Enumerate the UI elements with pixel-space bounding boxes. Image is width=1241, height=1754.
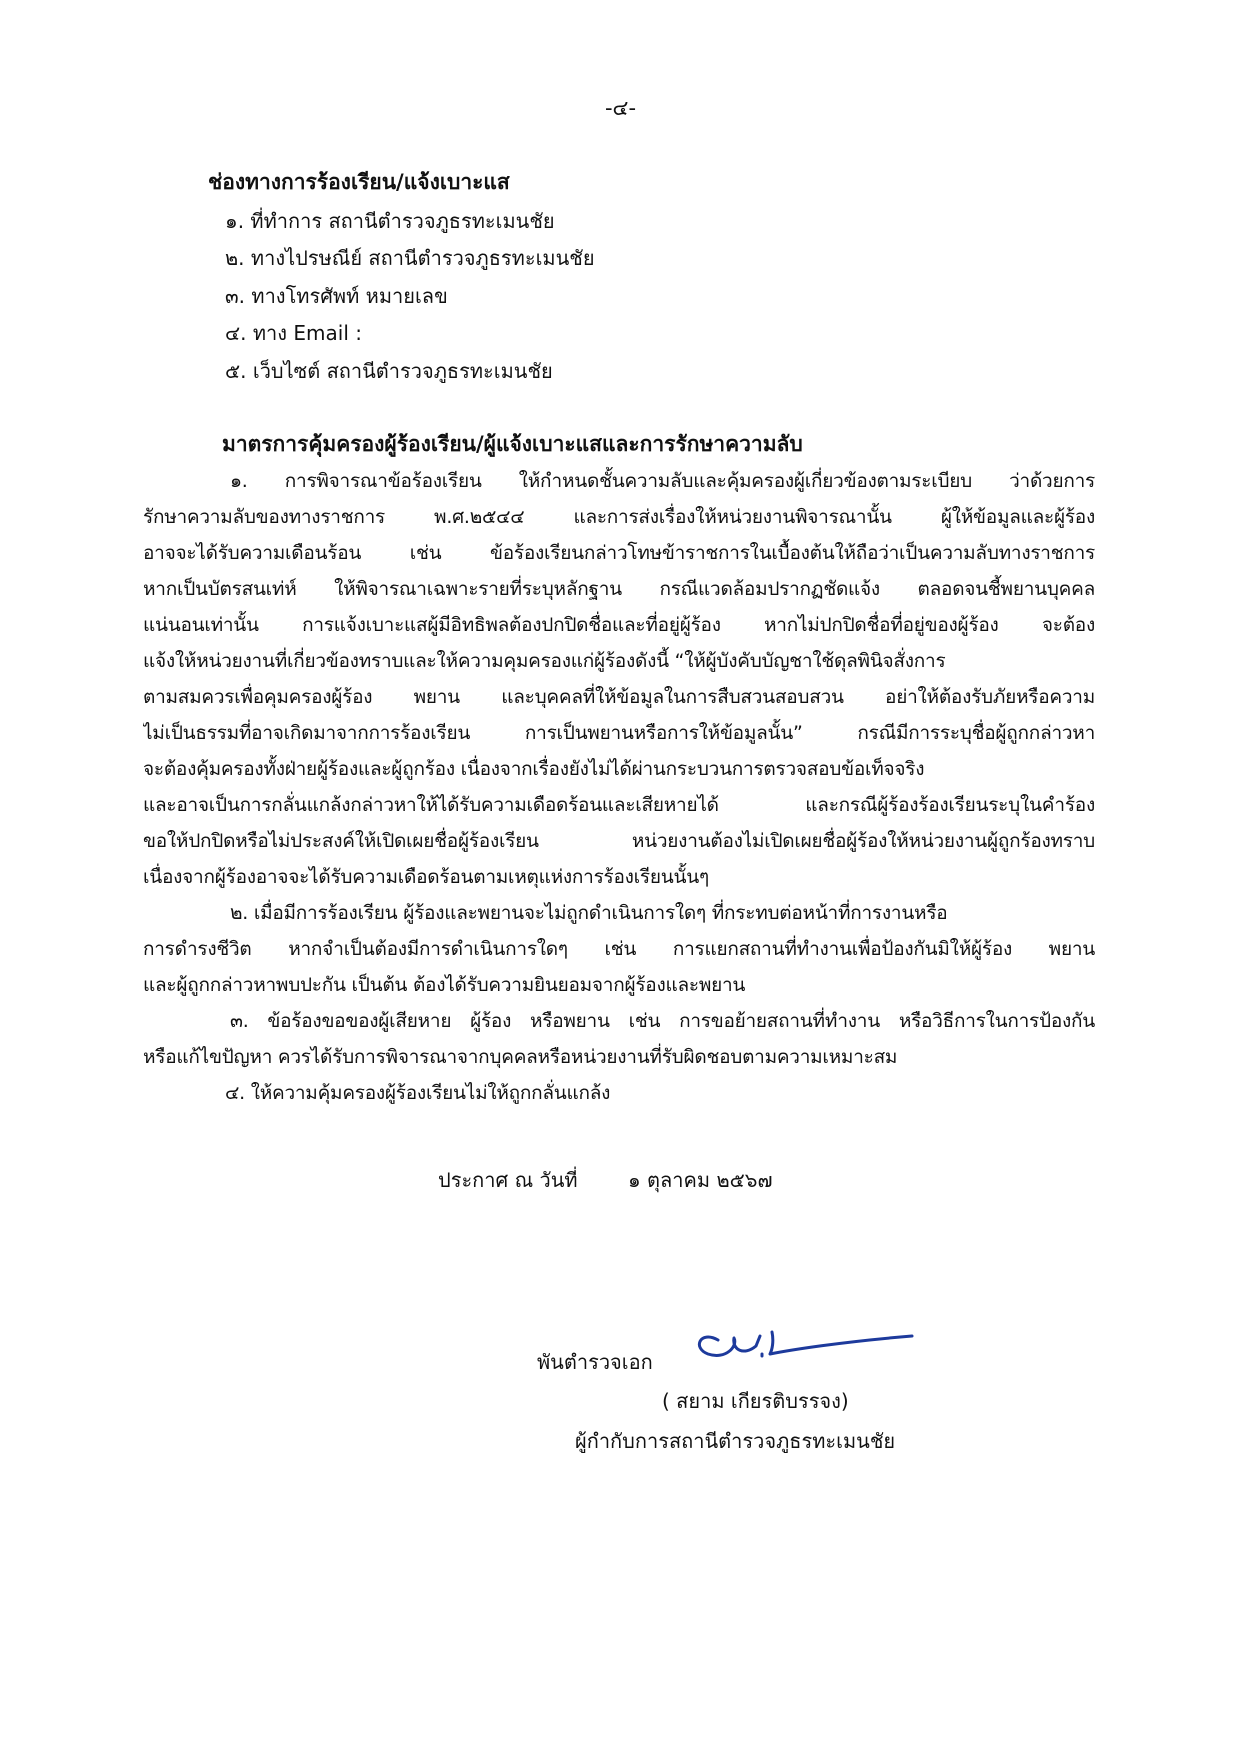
measure-3-line-2: หรือแก้ไขปัญหา ควรได้รับการพิจารณาจากบุคคลหรือหน่วยงานที่รับผิดชอบตามความเหมาะสม [143,1046,898,1068]
signatory-position: ผู้กำกับการสถานีตำรวจภูธรทะเมนชัย [575,1429,896,1453]
measure-1-line-1: ๑. การพิจารณาข้อร้องเรียน ให้กำหนดชั้นความลับและคุ้มครองผู้เกี่ยวข้องตามระเบียบ ว่าด้วยการ [230,470,1095,492]
channel-item-2: ๒. ทางไปรษณีย์ สถานีตำรวจภูธรทะเมนชัย [225,246,595,270]
channels-heading: ช่องทางการร้องเรียน/แจ้งเบาะแส [208,170,510,194]
measure-1-line-11: ขอให้ปกปิดหรือไม่ประสงค์ให้เปิดเผยชื่อผู้ร้องเรียน หน่วยงานต้องไม่เปิดเผยชื่อผู้ร้องให้หน่วยงานผู้ถูกร้องทราบ [143,830,1095,852]
measure-1-line-7: ตามสมควรเพื่อคุมครองผู้ร้อง พยาน และบุคคลที่ให้ข้อมูลในการสืบสวนสอบสวน อย่าให้ต้องรับภัยหรือความ [143,686,1095,708]
announcement-text: ประกาศ ณ วันที่ [438,1168,578,1192]
measure-2-line-3: และผู้ถูกกล่าวหาพบปะกัน เป็นต้น ต้องได้รับความยินยอมจากผู้ร้องและพยาน [143,974,746,996]
measure-1-line-5: แน่นอนเท่านั้น การแจ้งเบาะแสผู้มีอิทธิพลต้องปกปิดชื่อและที่อยู่ผู้ร้อง หากไม่ปกปิดชื่อที่อยู่ของผู้ร้อง จะต้อง [143,614,1095,636]
measure-1-line-6: แจ้งให้หน่วยงานที่เกี่ยวข้องทราบและให้ความคุมครองแก่ผู้ร้องดังนี้ “ให้ผู้บังคับบัญชาใช้ดุลพินิจสั่งการ [143,650,946,672]
measure-1-line-3: อาจจะได้รับความเดือนร้อน เช่น ข้อร้องเรียนกล่าวโทษข้าราชการในเบื้องต้นให้ถือว่าเป็นความลับทางราชการ [143,542,1095,564]
channel-item-4: ๔. ทาง Email : [225,321,362,345]
measure-1-line-12: เนื่องจากผู้ร้องอาจจะได้รับความเดือดร้อนตามเหตุแห่งการร้องเรียนนั้นๆ [143,866,709,888]
signatory-rank: พันตำรวจเอก [537,1350,653,1374]
channel-item-3: ๓. ทางโทรศัพท์ หมายเลข [225,284,448,308]
measure-3-line-1: ๓. ข้อร้องขอของผู้เสียหาย ผู้ร้อง หรือพยาน เช่น การขอย้ายสถานที่ทำงาน หรือวิธีการในการป้องกัน [230,1010,1095,1032]
measure-1-line-2: รักษาความลับของทางราชการ พ.ศ.๒๕๔๔ และการส่งเรื่องให้หน่วยงานพิจารณานั้น ผู้ให้ข้อมูลและผู้ร้อง [143,506,1095,528]
measure-2-line-2: การดำรงชีวิต หากจำเป็นต้องมีการดำเนินการใดๆ เช่น การแยกสถานที่ทำงานเพื่อป้องกันมิให้ผู้ร้อง พยาน [143,938,1095,960]
measure-4-line-1: ๔. ให้ความคุ้มครองผู้ร้องเรียนไม่ให้ถูกกลั่นแกล้ง [225,1082,611,1104]
measure-1-line-4: หากเป็นบัตรสนเท่ห์ ให้พิจารณาเฉพาะรายที่ระบุหลักฐาน กรณีแวดล้อมปรากฏชัดแจ้ง ตลอดจนชี้พยานบุคคล [143,578,1095,600]
page-number: -๔- [604,96,637,120]
signature-image [690,1310,920,1370]
measure-1-line-10: และอาจเป็นการกลั่นแกล้งกล่าวหาให้ได้รับความเดือดร้อนและเสียหายได้ และกรณีผู้ร้องร้องเรียนระบุในคำร้อง [143,794,1095,816]
measure-1-line-8: ไม่เป็นธรรมที่อาจเกิดมาจากการร้องเรียน การเป็นพยานหรือการให้ข้อมูลนั้น” กรณีมีการระบุชื่อผู้ถูกกล่าวหา [143,722,1095,744]
channel-item-1: ๑. ที่ทำการ สถานีตำรวจภูธรทะเมนชัย [225,209,555,233]
measure-2-line-1: ๒. เมื่อมีการร้องเรียน ผู้ร้องและพยานจะไม่ถูกดำเนินการใดๆ ที่กระทบต่อหน้าที่การงานหรือ [230,902,948,924]
signatory-name: ( สยาม เกียรติบรรจง) [662,1389,849,1413]
measure-1-line-9: จะต้องคุ้มครองทั้งฝ่ายผู้ร้องและผู้ถูกร้อง เนื่องจากเรื่องยังไม่ได้ผ่านกระบวนการตรวจสอบข้อเท็จจริง [143,758,925,780]
channel-item-5: ๕. เว็บไซต์ สถานีตำรวจภูธรทะเมนชัย [225,359,553,383]
announcement-date: ๑ ตุลาคม ๒๕๖๗ [628,1168,773,1192]
measures-heading: มาตรการคุ้มครองผู้ร้องเรียน/ผู้แจ้งเบาะแสและการรักษาความลับ [222,432,803,456]
